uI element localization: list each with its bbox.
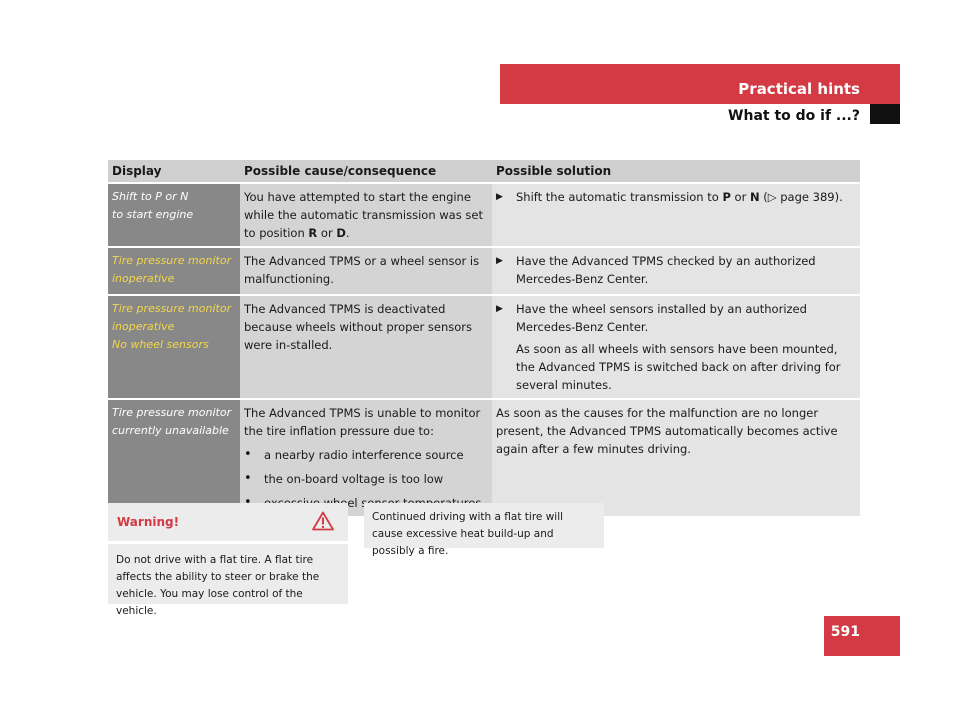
display-line: Tire pressure monitor <box>112 406 232 419</box>
cause-text: The Advanced TPMS is unable to monitor the tire inflation pressure due to: <box>244 406 481 438</box>
column-header-solution: Possible solution <box>492 160 860 183</box>
cause-bullet <box>244 446 488 464</box>
cause-cell: The Advanced TPMS or a wheel sensor is malfunctioning. <box>240 247 492 295</box>
table-row <box>108 183 860 247</box>
action-arrow-icon: ▶ <box>496 304 503 314</box>
section-header-bar <box>500 64 900 104</box>
page-reference[interactable]: (▷ page 389). <box>759 190 843 204</box>
display-line: Tire pressure monitor <box>112 254 232 267</box>
bullet-icon: • <box>244 471 252 486</box>
solution-paragraph: As soon as all wheels with sensors have been mounted, the Advanced TPMS is switched back on after driving for several minutes. <box>516 342 841 392</box>
solution-text: Have the Advanced TPMS checked by an authorized Mercedes-Benz Center. <box>516 254 816 286</box>
hints-table <box>108 160 860 518</box>
display-cell <box>108 399 240 517</box>
display-line: inoperative <box>112 320 175 333</box>
note-box <box>364 503 604 557</box>
column-header-display: Display <box>108 160 240 183</box>
cause-text: . <box>345 226 350 240</box>
cause-cell <box>240 399 492 517</box>
warning-title: Warning! <box>117 515 180 529</box>
action-arrow-icon: ▶ <box>496 256 503 266</box>
solution-action <box>496 300 856 336</box>
note-text: Continued driving with a flat tire will cause excessive heat build-up and possibly a fire. <box>372 511 564 557</box>
display-cell <box>108 247 240 295</box>
table-row <box>108 247 860 295</box>
solution-action <box>496 252 856 288</box>
header-marker-block <box>870 104 900 124</box>
display-line: currently unavailable <box>112 424 229 437</box>
bullet-text: the on-board voltage is too low <box>264 472 444 486</box>
display-line: inoperative <box>112 272 175 285</box>
section-title: Practical hints <box>738 80 860 98</box>
warning-text: Do not drive with a flat tire. A flat tire affects the ability to steer or brake the vehicle. You may lose control of the vehicle. <box>116 554 320 617</box>
cause-text: You have attempted to start the engine while the automatic transmission was set to position <box>244 190 483 240</box>
section-subtitle: What to do if ...? <box>728 108 860 124</box>
display-line: No wheel sensors <box>112 338 209 351</box>
table-header-row <box>108 160 860 183</box>
cause-cell: The Advanced TPMS is deactivated because wheels without proper sensors were in-stalled. <box>240 295 492 399</box>
warning-header <box>108 503 348 544</box>
cause-cell <box>240 183 492 247</box>
solution-cell: As soon as the causes for the malfunction are no longer present, the Advanced TPMS automatically becomes active again after a few minutes driving. <box>492 399 860 517</box>
gear-r: R <box>308 226 318 240</box>
page-number-box <box>824 616 900 656</box>
gear-p: P <box>722 190 731 204</box>
solution-text: Have the wheel sensors installed by an authorized Mercedes-Benz Center. <box>516 302 807 334</box>
display-cell <box>108 295 240 399</box>
display-line: Tire pressure monitor <box>112 302 232 315</box>
solution-action <box>496 188 856 206</box>
solution-text: Shift the automatic transmission to P or N (▷ page 389). <box>516 190 843 204</box>
gear-n: N <box>749 190 760 204</box>
solution-cell <box>492 247 860 295</box>
cause-text: or <box>317 226 337 240</box>
bullet-text: a nearby radio interference source <box>264 448 464 462</box>
gear-d: D <box>336 226 346 240</box>
display-line: Shift to P or N <box>112 190 189 203</box>
bullet-icon: • <box>244 447 252 462</box>
display-line: to start engine <box>112 208 194 221</box>
warning-box <box>108 503 348 617</box>
page-number: 591 <box>830 624 860 640</box>
display-cell <box>108 183 240 247</box>
solution-cell <box>492 295 860 399</box>
column-header-cause: Possible cause/consequence <box>240 160 492 183</box>
warning-triangle-icon <box>312 511 334 534</box>
cause-bullet <box>244 470 488 488</box>
action-arrow-icon: ▶ <box>496 192 503 202</box>
solution-cell <box>492 183 860 247</box>
table-row <box>108 399 860 517</box>
table-row <box>108 295 860 399</box>
